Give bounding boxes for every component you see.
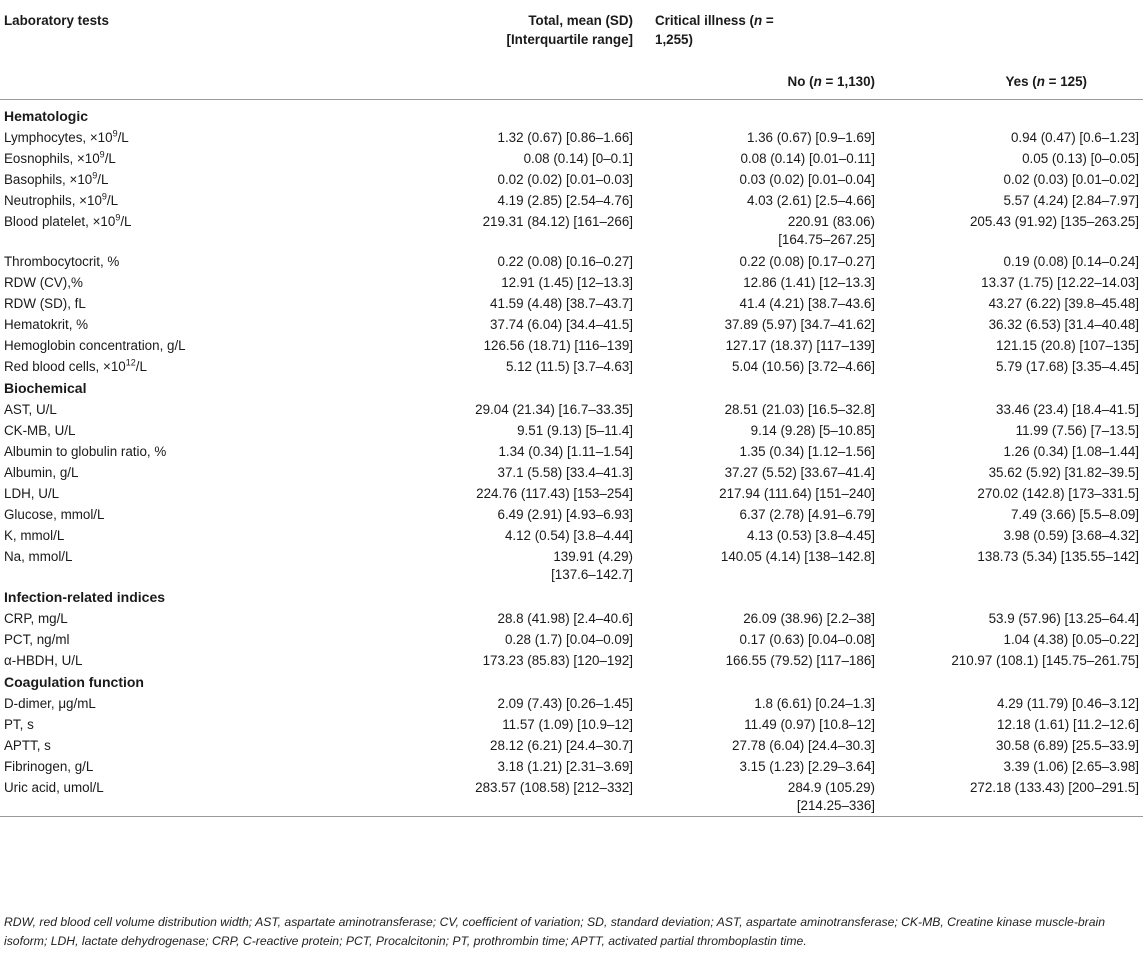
cell-total-text: 1.34 (0.34) [1.11–1.54] (498, 443, 633, 459)
bottom-rule-cell (0, 817, 1143, 818)
cell-total (386, 190, 637, 211)
cell-no (637, 462, 887, 483)
cell-no-text: 220.91 (83.06) (787, 213, 875, 229)
row-label-text: LDH, U/L (4, 485, 60, 501)
section-title: Hematologic (4, 107, 89, 124)
cell-total (386, 483, 637, 504)
subheader-empty-1 (0, 66, 386, 99)
cell-no (637, 420, 887, 441)
cell-total (386, 608, 637, 629)
cell-yes: 270.02 (142.8) [173–331.5] (977, 485, 1139, 501)
row-label (0, 399, 386, 420)
table-row (0, 693, 1143, 714)
cell-total (386, 169, 637, 190)
cell-total (386, 441, 637, 462)
critical-prefix: Critical illness ( (655, 13, 754, 28)
cell-yes: 5.57 (4.24) [2.84–7.97] (1003, 192, 1139, 208)
cell-yes: 53.9 (57.96) [13.25–64.4] (988, 610, 1139, 626)
table-row (0, 399, 1143, 420)
cell-yes: 5.79 (17.68) [3.35–4.45] (996, 358, 1139, 374)
cell-yes: 1.04 (4.38) [0.05–0.22] (1003, 631, 1139, 647)
row-label-text: RDW (CV),% (4, 274, 83, 290)
cell-no (637, 546, 887, 586)
table-row (0, 650, 1143, 671)
table-row (0, 441, 1143, 462)
row-label (0, 714, 386, 735)
row-label (0, 756, 386, 777)
row-label (0, 293, 386, 314)
row-label-text: Basophils, ×10 (4, 171, 93, 187)
table-row (0, 608, 1143, 629)
section-row (0, 671, 1143, 693)
cell-yes: 13.37 (1.75) [12.22–14.03] (981, 274, 1139, 290)
cell-no-text: 284.9 (105.29) (787, 779, 875, 795)
row-label-text: Glucose, mmol/L (4, 506, 105, 522)
cell-no (637, 608, 887, 629)
table-footnote: RDW, red blood cell volume distribution width; AST, aspartate aminotransferase; CV, coefficient of variation; SD, standard deviation; AST, aspartate aminotransferase; CK-MB, Creatine kinase muscle-brain isoform; LDH, lactate dehydrogenase; CRP, C-reactive protein; PCT, Procalcitonin; PT, prothrombin time; APTT, activated partial thromboplastin time. (4, 915, 1105, 948)
row-label-text: Hematokrit, % (4, 316, 89, 332)
cell-total-text: 0.02 (0.02) [0.01–0.03] (497, 171, 633, 187)
cell-no (637, 314, 887, 335)
cell-total (386, 693, 637, 714)
table-row (0, 190, 1143, 211)
cell-no (637, 399, 887, 420)
row-label (0, 650, 386, 671)
cell-yes: 43.27 (6.22) [39.8–45.48] (988, 295, 1139, 311)
cell-no (637, 356, 887, 377)
cell-total-text: 9.51 (9.13) [5–11.4] (517, 422, 633, 438)
cell-yes: 36.32 (6.53) [31.4–40.48] (988, 316, 1139, 332)
row-label-exponent: 9 (99, 149, 105, 160)
cell-total-text: 28.8 (41.98) [2.4–40.6] (497, 610, 633, 626)
row-label-text: α-HBDH, U/L (4, 652, 83, 668)
cell-total-text: 126.56 (18.71) [116–139] (483, 337, 633, 353)
section-row (0, 586, 1143, 608)
row-label (0, 335, 386, 356)
cell-no (637, 335, 887, 356)
cell-no-text: 3.15 (1.23) [2.29–3.64] (739, 758, 875, 774)
table-row (0, 293, 1143, 314)
row-label-text: PT, s (4, 716, 34, 732)
yes-value: = 125) (1044, 74, 1087, 89)
cell-total (386, 356, 637, 377)
row-label (0, 462, 386, 483)
row-label (0, 546, 386, 586)
col-header-no (637, 66, 887, 99)
cell-total-text: 11.57 (1.09) [10.9–12] (502, 716, 633, 732)
cell-total (386, 777, 637, 817)
cell-total (386, 211, 637, 251)
bottom-rule (0, 817, 1143, 818)
cell-yes: 121.15 (20.8) [107–135] (996, 337, 1139, 353)
cell-yes: 35.62 (5.92) [31.82–39.5] (988, 464, 1139, 480)
cell-no (637, 504, 887, 525)
row-label-text: RDW (SD), fL (4, 295, 86, 311)
cell-no (637, 714, 887, 735)
cell-total (386, 629, 637, 650)
cell-no (637, 483, 887, 504)
cell-total (386, 314, 637, 335)
table-row (0, 211, 1143, 251)
row-label-text: K, mmol/L (4, 527, 65, 543)
cell-no (637, 441, 887, 462)
table-row (0, 777, 1143, 817)
cell-yes: 0.05 (0.13) [0–0.05] (1022, 150, 1139, 166)
cell-yes: 0.19 (0.08) [0.14–0.24] (1003, 253, 1139, 269)
cell-no-text: 37.27 (5.52) [33.67–41.4] (724, 464, 875, 480)
row-label-text: D-dimer, μg/mL (4, 695, 96, 711)
row-label-unit: /L (117, 129, 129, 145)
table-row (0, 148, 1143, 169)
cell-total-text: 0.28 (1.7) [0.04–0.09] (504, 631, 633, 647)
cell-yes: 210.97 (108.1) [145.75–261.75] (951, 652, 1139, 668)
cell-total-text: 6.49 (2.91) [4.93–6.93] (497, 506, 633, 522)
cell-no-text: 1.8 (6.61) [0.24–1.3] (754, 695, 875, 711)
col-header-total-line2: [Interquartile range] (506, 32, 633, 47)
cell-no-text: 0.22 (0.08) [0.17–0.27] (739, 253, 875, 269)
row-label (0, 629, 386, 650)
table-row (0, 629, 1143, 650)
row-label-unit: /L (97, 171, 109, 187)
table-row (0, 546, 1143, 586)
section-title: Infection-related indices (4, 588, 166, 605)
row-label-unit: /L (106, 192, 119, 208)
cell-total-text-2: [137.6–142.7] (551, 566, 633, 582)
cell-total-text: 283.57 (108.58) [212–332] (475, 779, 633, 795)
section-title: Biochemical (4, 379, 87, 396)
col-header-tests: Laboratory tests (4, 13, 109, 28)
row-label (0, 356, 386, 377)
row-label (0, 251, 386, 272)
cell-total (386, 756, 637, 777)
cell-no-text: 6.37 (2.78) [4.91–6.79] (739, 506, 875, 522)
critical-n-count: 1,255) (655, 32, 693, 47)
cell-yes: 0.02 (0.03) [0.01–0.02] (1003, 171, 1139, 187)
cell-total-text: 139.91 (4.29) (553, 548, 633, 564)
row-label-text: Fibrinogen, g/L (4, 758, 94, 774)
subheader-empty-2 (386, 66, 637, 99)
table-row (0, 251, 1143, 272)
row-label (0, 608, 386, 629)
cell-total (386, 462, 637, 483)
yes-prefix: Yes ( (1005, 74, 1037, 89)
row-label-text: Albumin, g/L (4, 464, 79, 480)
cell-no (637, 650, 887, 671)
section-row (0, 105, 1143, 127)
row-label-unit: /L (135, 358, 147, 374)
cell-no (637, 169, 887, 190)
cell-no-text: 0.17 (0.63) [0.04–0.08] (739, 631, 875, 647)
table-row (0, 735, 1143, 756)
row-label-text: Hemoglobin concentration, g/L (4, 337, 186, 353)
cell-total (386, 525, 637, 546)
cell-yes: 7.49 (3.66) [5.5–8.09] (1010, 506, 1139, 522)
cell-yes: 3.39 (1.06) [2.65–3.98] (1003, 758, 1139, 774)
row-label (0, 169, 386, 190)
row-label (0, 127, 386, 148)
cell-total-text: 41.59 (4.48) [38.7–43.7] (490, 295, 633, 311)
row-label-exponent: 9 (101, 191, 107, 202)
cell-total (386, 148, 637, 169)
row-label (0, 211, 386, 251)
table-row (0, 169, 1143, 190)
row-label (0, 693, 386, 714)
table-row (0, 272, 1143, 293)
table-row (0, 314, 1143, 335)
row-label-text: APTT, s (4, 737, 51, 753)
cell-total (386, 335, 637, 356)
cell-no-text: 26.09 (38.96) [2.2–38] (743, 610, 875, 626)
table-header (0, 0, 1143, 99)
cell-total-text: 0.22 (0.08) [0.16–0.27] (497, 253, 633, 269)
cell-total-text: 37.74 (6.04) [34.4–41.5] (490, 316, 633, 332)
cell-yes: 11.99 (7.56) [7–13.5] (1015, 422, 1139, 438)
cell-total-text: 2.09 (7.43) [0.26–1.45] (497, 695, 633, 711)
cell-total (386, 251, 637, 272)
row-label-text: Na, mmol/L (4, 548, 73, 564)
cell-no-text: 27.78 (6.04) [24.4–30.3] (732, 737, 875, 753)
cell-no-text: 140.05 (4.14) [138–142.8] (720, 548, 875, 564)
no-value: = 1,130) (821, 74, 875, 89)
cell-total (386, 293, 637, 314)
no-prefix: No ( (787, 74, 814, 89)
table-row (0, 356, 1143, 377)
row-label-unit: /L (104, 150, 116, 166)
row-label-exponent: 12 (125, 357, 136, 368)
cell-no (637, 629, 887, 650)
cell-no-text: 217.94 (111.64) [151–240] (719, 485, 875, 501)
table-row (0, 714, 1143, 735)
cell-total (386, 546, 637, 586)
row-label (0, 314, 386, 335)
cell-total-text: 173.23 (85.83) [120–192] (482, 652, 633, 668)
row-label-exponent: 9 (115, 212, 121, 223)
cell-no-text: 1.36 (0.67) [0.9–1.69] (746, 129, 875, 145)
cell-no (637, 127, 887, 148)
col-header-total (386, 0, 637, 66)
cell-no (637, 148, 887, 169)
cell-yes: 3.98 (0.59) [3.68–4.32] (1003, 527, 1139, 543)
cell-no (637, 251, 887, 272)
table-row (0, 483, 1143, 504)
row-label (0, 420, 386, 441)
row-label (0, 504, 386, 525)
cell-yes: 12.18 (1.61) [11.2–12.6] (997, 716, 1139, 732)
critical-n: n (753, 13, 763, 28)
cell-total-text: 1.32 (0.67) [0.86–1.66] (497, 129, 633, 145)
cell-total (386, 420, 637, 441)
cell-total (386, 399, 637, 420)
table-row (0, 462, 1143, 483)
cell-total (386, 650, 637, 671)
row-label (0, 735, 386, 756)
cell-no-text: 12.86 (1.41) [12–13.3] (743, 274, 875, 290)
row-label-text: Uric acid, umol/L (4, 779, 104, 795)
cell-no-text: 0.03 (0.02) [0.01–0.04] (739, 171, 875, 187)
cell-no-text: 5.04 (10.56) [3.72–4.66] (732, 358, 875, 374)
cell-yes: 205.43 (91.92) [135–263.25] (969, 213, 1139, 229)
table-body (0, 99, 1143, 817)
cell-no-text: 9.14 (9.28) [5–10.85] (750, 422, 875, 438)
row-label-text: Blood platelet, ×10 (4, 213, 116, 229)
cell-total (386, 127, 637, 148)
no-n: n (813, 74, 822, 89)
cell-no-text: 166.55 (79.52) [117–186] (725, 652, 875, 668)
row-label (0, 272, 386, 293)
table-row (0, 335, 1143, 356)
row-label-text: AST, U/L (4, 401, 57, 417)
yes-n: n (1036, 74, 1045, 89)
cell-total-text: 28.12 (6.21) [24.4–30.7] (490, 737, 633, 753)
cell-yes: 272.18 (133.43) [200–291.5] (969, 779, 1139, 795)
cell-yes: 30.58 (6.89) [25.5–33.9] (996, 737, 1139, 753)
cell-total-text: 29.04 (21.34) [16.7–33.35] (475, 401, 633, 417)
cell-no-text: 4.03 (2.61) [2.5–4.66] (746, 192, 875, 208)
cell-total-text: 4.19 (2.85) [2.54–4.76] (497, 192, 633, 208)
cell-no (637, 756, 887, 777)
cell-no-text: 28.51 (21.03) [16.5–32.8] (724, 401, 875, 417)
row-label (0, 777, 386, 817)
row-label-text: Albumin to globulin ratio, % (4, 443, 167, 459)
cell-total-text: 0.08 (0.14) [0–0.1] (523, 150, 633, 166)
cell-total-text: 5.12 (11.5) [3.7–4.63] (505, 358, 633, 374)
row-label-unit: /L (120, 213, 132, 229)
cell-yes: 4.29 (11.79) [0.46–3.12] (997, 695, 1139, 711)
col-header-total-line1: Total, mean (SD) (528, 13, 633, 28)
section-row (0, 377, 1143, 399)
cell-no-text-2: [214.25–336] (796, 797, 875, 813)
row-label (0, 483, 386, 504)
cell-no-text: 0.08 (0.14) [0.01–0.11] (740, 150, 875, 166)
critical-n-eq: = (762, 13, 774, 28)
cell-no-text: 1.35 (0.34) [1.12–1.56] (739, 443, 875, 459)
row-label-text: PCT, ng/ml (4, 631, 70, 647)
cell-no-text: 4.13 (0.53) [3.8–4.45] (746, 527, 875, 543)
table-row (0, 504, 1143, 525)
cell-no (637, 735, 887, 756)
cell-total-text: 3.18 (1.21) [2.31–3.69] (497, 758, 633, 774)
col-header-yes (887, 66, 1143, 99)
row-label (0, 525, 386, 546)
cell-total (386, 504, 637, 525)
col-header-critical (637, 0, 887, 66)
cell-yes: 138.73 (5.34) [135.55–142] (977, 548, 1139, 564)
table-row (0, 420, 1143, 441)
cell-no (637, 190, 887, 211)
cell-total-text: 224.76 (117.43) [153–254] (476, 485, 633, 501)
row-label-text: Neutrophils, ×10 (4, 192, 102, 208)
col-header-empty (887, 0, 1143, 66)
row-label (0, 190, 386, 211)
cell-no (637, 211, 887, 251)
cell-total-text: 219.31 (84.12) [161–266] (482, 213, 633, 229)
cell-no (637, 293, 887, 314)
row-label-exponent: 9 (112, 128, 118, 139)
row-label-text: Lymphocytes, ×10 (4, 129, 113, 145)
cell-no-text: 37.89 (5.97) [34.7–41.62] (724, 316, 875, 332)
table-row (0, 127, 1143, 148)
cell-total-text: 4.12 (0.54) [3.8–4.44] (504, 527, 633, 543)
cell-total-text: 37.1 (5.58) [33.4–41.3] (497, 464, 633, 480)
table-row (0, 525, 1143, 546)
section-title: Coagulation function (4, 673, 144, 690)
row-label-text: CK-MB, U/L (4, 422, 76, 438)
cell-yes: 1.26 (0.34) [1.08–1.44] (1003, 443, 1139, 459)
cell-no-text: 127.17 (18.37) [117–139] (725, 337, 875, 353)
cell-no-text: 11.49 (0.97) [10.8–12] (744, 716, 875, 732)
cell-no (637, 272, 887, 293)
cell-yes: 0.94 (0.47) [0.6–1.23] (1010, 129, 1139, 145)
cell-total (386, 735, 637, 756)
row-label-text: Thrombocytocrit, % (4, 253, 120, 269)
row-label-text: Eosnophils, ×10 (4, 150, 100, 166)
cell-total-text: 12.91 (1.45) [12–13.3] (501, 274, 633, 290)
cell-total (386, 272, 637, 293)
cell-no (637, 777, 887, 817)
cell-no (637, 525, 887, 546)
table-row (0, 756, 1143, 777)
cell-no-text-2: [164.75–267.25] (778, 231, 875, 247)
row-label-text: Red blood cells, ×10 (4, 358, 126, 374)
cell-total (386, 714, 637, 735)
cell-no (637, 693, 887, 714)
cell-no-text: 41.4 (4.21) [38.7–43.6] (739, 295, 875, 311)
cell-yes: 33.46 (23.4) [18.4–41.5] (996, 401, 1139, 417)
row-label-exponent: 9 (92, 170, 98, 181)
row-label-text: CRP, mg/L (4, 610, 68, 626)
row-label (0, 441, 386, 462)
row-label (0, 148, 386, 169)
